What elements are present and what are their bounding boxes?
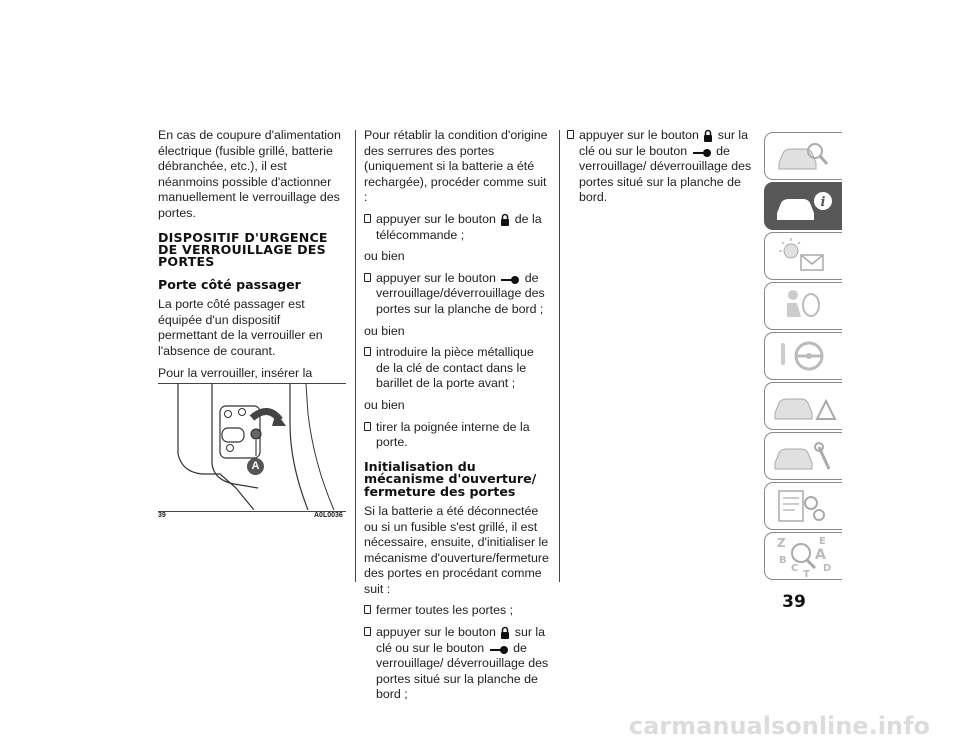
airbag-passenger-icon [765, 283, 841, 328]
figure-door-lock [158, 383, 346, 512]
svg-text:i: i [820, 195, 826, 210]
figure-number: 39 [158, 512, 166, 519]
column-middle [364, 128, 550, 709]
restore-list-1 [364, 212, 550, 243]
checkbox-bullet-icon [364, 347, 371, 356]
init-list-continued [567, 128, 755, 206]
index-letter: D [823, 563, 832, 574]
warning-light-envelope-icon [765, 233, 841, 278]
index-letters-icon [765, 533, 841, 578]
index-letter: Z [777, 536, 786, 550]
checkbox-bullet-icon [364, 273, 371, 282]
list-item: tirer la poignée interne de la porte. [364, 420, 550, 451]
padlock-icon [500, 213, 510, 226]
door-lock-illustration [158, 384, 346, 510]
intro-paragraph: En cas de coupure d'alimentation électrique (fusible grillé, batterie débranchée, etc.), il est néanmoins possible d'actionner manuellement le verrouillage des portes. [158, 128, 341, 220]
checkbox-bullet-icon [364, 605, 371, 614]
tab-emergency[interactable] [764, 382, 842, 430]
passenger-paragraph-1: La porte côté passager est équipée d'un dispositif permettant de la verrouiller en l'absence de courant. [158, 297, 323, 358]
door-lock-button-icon [489, 645, 509, 655]
padlock-icon [500, 626, 510, 639]
page-number: 39 [782, 592, 806, 612]
index-letter: A [815, 547, 826, 563]
chapter-tabs [764, 132, 842, 582]
restore-list-4 [364, 420, 550, 451]
car-info-icon [765, 183, 841, 228]
car-wrench-icon [765, 433, 841, 478]
column-right [567, 128, 755, 212]
heading-emergency-lock: DISPOSITIF D'URGENCE DE VERROUILLAGE DES PORTES [158, 229, 328, 270]
tab-technical-data[interactable] [764, 482, 842, 530]
list-item: appuyer sur le bouton sur la clé ou sur le bouton de verrouillage/ déverrouillage des portes situé sur la planche de bord ; [364, 625, 550, 703]
figure-code: A0L0036 [314, 512, 343, 519]
restore-list-3 [364, 345, 550, 392]
tab-safety[interactable] [764, 282, 842, 330]
document-gears-icon [765, 483, 841, 528]
restore-intro: Pour rétablir la condition d'origine des serrures des portes (uniquement si la batterie a été rechargée), procéder comme suit : [364, 128, 548, 205]
list-item: introduire la pièce métallique de la clé de contact dans le barillet de la porte avant ; [364, 345, 550, 392]
tab-starting-driving[interactable] [764, 332, 842, 380]
index-letter: C [791, 563, 799, 574]
list-item: appuyer sur le bouton de verrouillage/déverrouillage des portes sur la planche de bord ; [364, 271, 550, 318]
passenger-paragraph-2: Pour la verrouiller, insérer la [158, 365, 313, 380]
tab-warning-lights[interactable] [764, 232, 842, 280]
init-intro: Si la batterie a été déconnectée ou si un fusible s'est grillé, il est nécessaire, ensuite, d'initialiser le mécanisme d'ouverture/fermeture des portes en procédant comme suit : [364, 503, 549, 596]
checkbox-bullet-icon [364, 214, 371, 223]
list-item: appuyer sur le bouton sur la clé ou sur le bouton de verrouillage/ déverrouillage des portes situé sur la planche de bord. [567, 128, 755, 206]
or-text-3: ou bien [364, 397, 405, 412]
door-lock-button-icon [692, 148, 712, 158]
index-letter: E [819, 536, 826, 547]
heading-passenger-door: Porte côté passager [158, 276, 301, 292]
index-letter: B [779, 555, 787, 566]
or-text-2: ou bien [364, 323, 405, 338]
callout-a: A [247, 458, 264, 475]
tab-car-magnifier[interactable] [764, 132, 842, 180]
list-item: fermer toutes les portes ; [364, 603, 550, 619]
column-separator-2 [559, 130, 560, 582]
checkbox-bullet-icon [364, 627, 371, 636]
watermark: carmanualsonline.info [628, 712, 930, 740]
index-letter: T [803, 569, 810, 578]
tab-car-info[interactable] [764, 182, 842, 230]
tab-index[interactable] [764, 532, 842, 580]
tab-maintenance[interactable] [764, 432, 842, 480]
door-lock-button-icon [500, 275, 520, 285]
checkbox-bullet-icon [567, 130, 574, 139]
checkbox-bullet-icon [364, 422, 371, 431]
car-warning-triangle-icon [765, 383, 841, 428]
init-list [364, 603, 550, 703]
steering-wheel-key-icon [765, 333, 841, 378]
heading-initialisation: Initialisation du mécanisme d'ouverture/ fermeture des portes [364, 458, 537, 499]
restore-list-2 [364, 271, 550, 318]
list-item: appuyer sur le bouton de la télécommande ; [364, 212, 550, 243]
column-separator-1 [355, 130, 356, 582]
padlock-icon [703, 129, 713, 142]
or-text-1: ou bien [364, 249, 405, 264]
car-magnifier-icon [765, 133, 841, 178]
